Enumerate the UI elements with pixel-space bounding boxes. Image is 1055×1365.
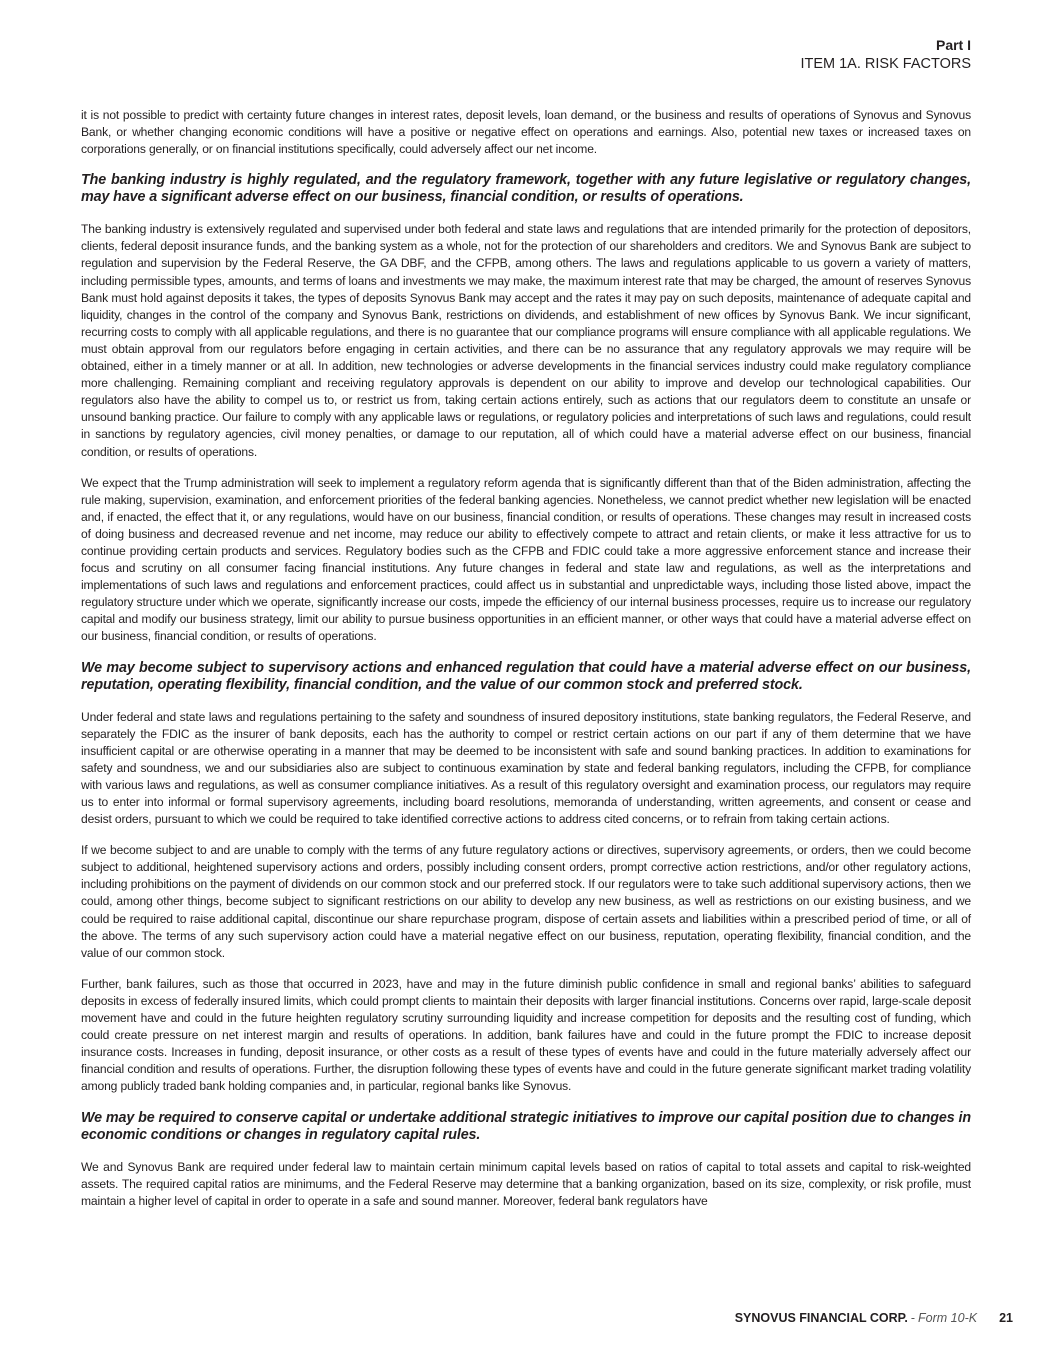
paragraph: We and Synovus Bank are required under federal law to maintain certain minimum capital levels based on ratios of capital to total assets and capital to risk-weighted assets. The required capital ratios are minimums, and the Federal Reserve may determine that a banking organization, based on its size, complexity, or risk profile, must maintain a higher level of capital in order to operate in a safe and sound manner. Moreover, federal bank regulators have xyxy=(81,1159,971,1208)
risk-factor-heading: We may become subject to supervisory actions and enhanced regulation that could have a material adverse effect on our business, reputation, operating flexibility, financial condition, and the value of our common stock and preferred stock. xyxy=(81,659,971,693)
paragraph: Further, bank failures, such as those that occurred in 2023, have and may in the future diminish public confidence in small and regional banks’ abilities to safeguard deposits in excess of federally insured limits, which could prompt clients to maintain their deposits with larger financial institutions. Concerns over rapid, large-scale deposit movement have and could in the future heighten regulatory scrutiny surrounding liquidity and increase competition for deposits and the resulting cost of funding, which could create pressure on net interest margin and results of operations. In addition, bank failures have and could in the future prompt the FDIC to increase deposit insurance costs. Increases in funding, deposit insurance, or other costs as a result of these types of events have and could in the future materially adversely affect our financial condition and results of operations. Further, the disruption following these types of events have and could in the future generate significant market trading volatility among publicly traded bank holding companies and, in particular, regional banks like Synovus. xyxy=(81,976,971,1094)
page-header xyxy=(800,36,971,74)
paragraph: Under federal and state laws and regulations pertaining to the safety and soundness of insured depository institutions, state banking regulators, the Federal Reserve, and separately the FDIC as the insurer of bank deposits, each has the authority to compel or restrict certain actions on our part if any of them determine that we have insufficient capital or are otherwise operating in a manner that may be deemed to be inconsistent with safe and sound banking practices. In addition to examinations for safety and soundness, we and our subsidiaries also are subject to continuous examination by state and federal banking regulators, including the CFPB, for compliance with various laws and regulations, as well as consumer compliance initiatives. As a result of this regulatory oversight and examination process, our regulators may require us to enter into informal or formal supervisory agreements, including board resolutions, memoranda of understanding, written agreements, and consent or cease and desist orders, pursuant to which we could be required to take identified corrective actions to address cited concerns, or to refrain from taking certain actions. xyxy=(81,709,971,827)
page-footer xyxy=(735,1311,1013,1325)
footer-separator: - xyxy=(910,1311,916,1325)
document-body xyxy=(81,107,971,1224)
paragraph: If we become subject to and are unable to comply with the terms of any future regulatory actions or directives, supervisory agreements, or orders, then we could become subject to additional, heightened supervisory actions and orders, possibly including consent orders, prompt corrective action restrictions, and/or other regulatory actions, including prohibitions on the payment of dividends on our common stock and our preferred stock. If our regulators were to take such additional supervisory actions, then we could, among other things, become subject to significant restrictions on our ability to develop any new business, as well as restrictions on our existing business, and we could be required to raise additional capital, discontinue our share repurchase program, dispose of certain assets and liabilities within a prescribed period of time, or all of the above. The terms of any such supervisory action could have a material negative effect on our business, reputation, operating flexibility, financial condition, and the value of our common stock. xyxy=(81,843,971,960)
paragraph: it is not possible to predict with certainty future changes in interest rates, deposit levels, loan demand, or the business and results of operations of Synovus and Synovus Bank, or whether changing economic conditions will have a positive or negative effect on operations and earnings. Also, potential new taxes or increased taxes on corporations generally, or on financial institutions specifically, could adversely affect our net income. xyxy=(81,108,971,157)
form-type: Form 10-K xyxy=(918,1311,978,1325)
part-label: Part I xyxy=(935,37,971,53)
page-number: 21 xyxy=(999,1311,1013,1325)
risk-factor-heading: The banking industry is highly regulated, and the regulatory framework, together with any future legislative or regulatory changes, may have a significant adverse effect on our business, financial condition, or results of operations. xyxy=(81,172,971,206)
paragraph: We expect that the Trump administration will seek to implement a regulatory reform agenda that is significantly different than that of the Biden administration, affecting the rule making, supervision, examination, and enforcement priorities of the federal banking agencies. Nonetheless, we cannot predict whether new legislation will be enacted and, if enacted, the effect that it, or any regulations, would have on our business, financial condition, or results of operations. These changes may result in increased costs of doing business and decreased revenue and net income, may reduce our ability to effectively compete to attract and retain clients, or make it less attractive for us to continue providing certain products and services. Regulatory bodies such as the CFPB and FDIC could take a more aggressive enforcement stance and increase their focus and scrutiny on all consumer facing financial institutions. Any future changes in federal and state law and regulations, as well as the interpretations and implementations of such laws and regulations and enforcement practices, could affect us in substantial and unpredictable ways, including those listed above, impact the regulatory structure under which we operate, significantly increase our costs, impede the efficiency of our internal business processes, require us to increase our regulatory capital and modify our business strategy, limit our ability to pursue business opportunities in an efficient manner, or other ways that could have a material adverse effect on our business, financial condition, or results of operations. xyxy=(81,475,971,644)
paragraph: The banking industry is extensively regulated and supervised under both federal and state laws and regulations that are intended primarily for the protection of depositors, clients, federal deposit insurance funds, and the banking system as a whole, not for the protection of our shareholders and creditors. We and Synovus Bank are subject to regulation and supervision by the Federal Reserve, the GA DBF, and the CFPB, among others. The laws and regulations applicable to us govern a variety of matters, including permissible types, amounts, and terms of loans and investments we may make, the maximum interest rate that may be charged, the amount of reserves Synovus Bank must hold against deposits it takes, the types of deposits Synovus Bank may accept and the rates it may pay on such deposits, maintenance of adequate capital and liquidity, changes in the control of the company and Synovus Bank, restrictions on dividends, and establishment of new offices by Synovus Bank. We incur significant, recurring costs to comply with all applicable regulations, and there is no guarantee that our compliance programs will ensure compliance with all applicable regulations. We must obtain approval from our regulators before engaging in certain activities, and there can be no assurance that any regulatory approvals we may require will be obtained, either in a timely manner or at all. In addition, new technologies or adverse developments in the financial services industry could make regulatory compliance more challenging. Remaining compliant and receiving regulatory approvals is dependent on our ability to improve and develop our technological capabilities. Our regulators also have the ability to compel us to, or restrict us from, taking certain actions entirely, such as actions that our regulators deem to constitute an unsafe or unsound banking practice. Our failure to comply with any applicable laws or regulations, or regulatory policies and interpretations of such laws and regulations, could result in sanctions by regulatory agencies, civil money penalties, or damage to our reputation, all of which could have a material adverse effect on our business, financial condition, or results of operations. xyxy=(81,222,971,459)
item-label: ITEM 1A. RISK FACTORS xyxy=(800,56,971,72)
risk-factor-heading: We may be required to conserve capital or undertake additional strategic initiatives to improve our capital position due to changes in economic conditions or changes in regulatory capital rules. xyxy=(81,1109,971,1143)
company-name: SYNOVUS FINANCIAL CORP. xyxy=(734,1311,908,1325)
